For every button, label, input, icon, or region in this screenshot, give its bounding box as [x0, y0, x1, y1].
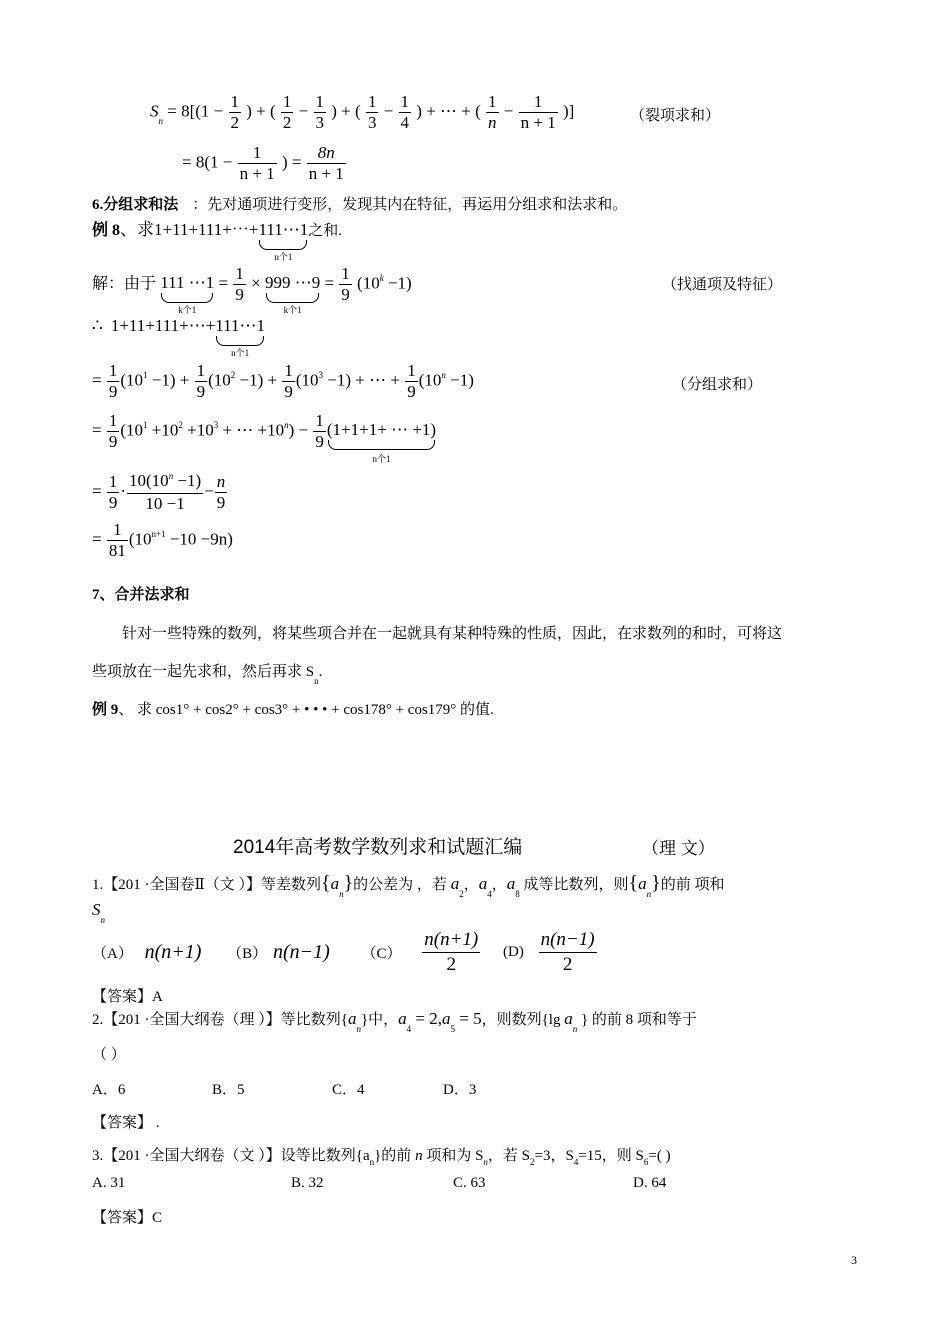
section-6-heading: 6.分组求和法: [92, 197, 179, 213]
q2-text: = 5: [455, 1009, 482, 1028]
numerator: 1: [282, 92, 292, 111]
denominator: 2: [422, 952, 480, 977]
q3-text: 项和为 S: [422, 1148, 484, 1164]
q3-text: =3，S: [534, 1148, 574, 1164]
question-1-stem: [92, 872, 725, 899]
exponent: n: [284, 420, 289, 431]
eq-text: ) −: [288, 420, 309, 440]
option-d: [539, 928, 597, 977]
method-note: （分组求和）: [672, 377, 763, 393]
variable: a: [330, 874, 340, 893]
fraction: [314, 92, 327, 133]
denominator: 2: [230, 113, 239, 132]
eq-text: (10: [357, 273, 380, 293]
eq-text: = 8(1 −: [182, 152, 233, 172]
braced-term: (1+1+1+ ⋯ +1): [326, 420, 437, 440]
section-6: [92, 193, 627, 214]
sn-equation-line1: [150, 92, 574, 133]
option-b: n(n−1): [272, 941, 330, 963]
example-8-text: 、求1+11+111+⋯+: [120, 220, 259, 239]
brace-label: k个1: [283, 305, 302, 316]
eq-text: −10 −9n): [165, 529, 233, 549]
subscript: n: [314, 676, 319, 686]
sn-symbol: S: [150, 101, 159, 121]
q2-paren: （ ）: [92, 1047, 126, 1063]
example-8: [92, 215, 342, 262]
denominator: n: [488, 113, 497, 132]
section-7-para-line2: [92, 660, 323, 686]
underbrace: [160, 273, 215, 316]
variable: a: [398, 1009, 407, 1028]
derivation-line-b: [92, 411, 437, 465]
para-text: .: [318, 664, 323, 680]
therefore-line: [92, 316, 266, 358]
denominator: n + 1: [308, 164, 344, 183]
fraction: [366, 92, 379, 133]
q1-text: 成等比数列，则: [519, 877, 629, 893]
numerator: 1: [235, 264, 244, 283]
braced-term: 999 ⋯9: [264, 273, 321, 293]
solution-line: [92, 264, 412, 316]
numerator: [127, 471, 203, 493]
option-c-label: （C）: [361, 946, 402, 962]
subscript: n: [100, 915, 105, 925]
method-note: （找通项及特征）: [662, 277, 783, 293]
example-8-label: 例 8: [92, 222, 121, 239]
fraction: [195, 361, 208, 402]
para-text: 些项放在一起先求和，然后再求 S: [92, 664, 315, 680]
variable: a: [506, 874, 516, 893]
section-title: 2014年高考数学数列求和试题汇编: [233, 837, 523, 858]
fraction: [107, 411, 120, 452]
q1-text: ，: [463, 877, 479, 893]
eq-text: −: [298, 101, 309, 121]
brace-line: [216, 336, 264, 346]
subscript: n: [356, 1024, 361, 1034]
denominator: 9: [235, 285, 244, 304]
brace-label: k个1: [178, 305, 197, 316]
q1-text: 的公差为 ，若: [353, 877, 451, 893]
fraction: [281, 92, 294, 133]
eq-text: (10: [295, 370, 319, 390]
set-brace: }: [651, 872, 661, 894]
numerator: 1: [341, 264, 350, 283]
eq-text: 10(10: [129, 471, 169, 490]
eq-text: −1) + ⋯ +: [323, 370, 400, 390]
q3-answer: 【答案】C: [92, 1210, 163, 1226]
fraction: [399, 92, 412, 133]
fraction: [339, 264, 352, 305]
q2-text: }中，: [360, 1012, 399, 1028]
variable: a: [450, 874, 460, 893]
q3-text: ，若 S: [487, 1148, 530, 1164]
brace-line: [259, 240, 307, 250]
exponent: 1: [143, 420, 148, 431]
subscript: 2: [459, 889, 464, 899]
fraction: [238, 143, 277, 184]
exponent: 2: [178, 420, 183, 431]
eq-text: ) + (: [331, 101, 361, 121]
braced-term: 111 ⋯1: [160, 273, 215, 293]
exponent: 3: [318, 370, 324, 381]
eq-text: )]: [562, 101, 575, 121]
eq-text: ) + (: [246, 101, 276, 121]
example-9-label: 例 9: [92, 702, 119, 718]
section-title-suffix: （理 文）: [642, 839, 715, 858]
subscript: 4: [573, 1157, 579, 1167]
eq-text: +10: [182, 420, 214, 440]
denominator: 9: [216, 493, 226, 512]
eq-text: −1) +: [235, 370, 278, 390]
subscript: 4: [406, 1024, 412, 1034]
eq-text: (10: [120, 420, 144, 440]
eq-text: =: [92, 481, 102, 501]
fraction: [307, 143, 346, 184]
numerator: n(n−1): [540, 929, 595, 950]
subscript: n: [646, 889, 652, 899]
option-a-label: （A）: [92, 946, 133, 962]
fraction: [233, 264, 246, 305]
section-6-text: ：先对通项进行变形，发现其内在特征，再运用分组求和法求和。: [192, 197, 628, 213]
exponent: 1: [143, 370, 148, 381]
q2-option-a: A．6: [92, 1082, 126, 1098]
fraction: [405, 361, 418, 402]
numerator: 1: [284, 361, 293, 380]
eq-text: =: [218, 273, 229, 293]
numerator: 1: [113, 520, 122, 539]
denominator: 9: [108, 382, 118, 401]
subscript: 2: [530, 1157, 535, 1167]
eq-text: −: [383, 101, 394, 121]
numerator: 1: [108, 472, 118, 491]
derivation-line-d: [92, 520, 233, 561]
set-brace: {: [628, 872, 639, 894]
q3-option-c: C. 63: [453, 1175, 486, 1191]
q3-text: =15，则 S: [578, 1148, 644, 1164]
eq-text: ·: [120, 481, 127, 501]
eq-text: =: [324, 273, 335, 293]
variable: a: [638, 874, 647, 893]
numerator: 8n: [317, 143, 335, 162]
method-note: （裂项求和）: [630, 108, 721, 124]
numerator: 1: [488, 92, 497, 111]
subscript: n: [572, 1024, 578, 1034]
q3-option-d: D. 64: [633, 1175, 667, 1191]
numerator: n(n+1): [424, 929, 479, 950]
eq-text: =: [92, 420, 102, 440]
fraction: [229, 92, 242, 133]
derivation-line-a: [92, 361, 474, 402]
fraction: [486, 92, 499, 133]
brace-label: n个1: [231, 348, 250, 358]
fraction: [519, 92, 558, 133]
braced-term: 111⋯1: [258, 220, 309, 239]
set-brace: }: [343, 872, 354, 894]
denominator: 10 −1: [127, 493, 203, 514]
numerator: 1: [196, 361, 206, 380]
exponent: k: [379, 273, 384, 284]
denominator: 3: [367, 113, 377, 132]
fraction: [107, 472, 120, 513]
fraction: [107, 361, 120, 402]
option-a: n(n+1): [144, 941, 202, 963]
brace-label: n个1: [274, 252, 293, 262]
variable: a: [442, 1009, 451, 1028]
numerator: 1: [315, 92, 325, 111]
denominator: 9: [108, 432, 118, 451]
eq-text: −: [204, 481, 214, 501]
variable: a: [564, 1009, 573, 1028]
q2-option-c: C．4: [332, 1082, 365, 1098]
eq-text: +10: [147, 420, 179, 440]
derivation-line-c: [92, 471, 228, 514]
numerator: 1: [315, 411, 324, 430]
eq-text: −: [503, 101, 514, 121]
underbrace: [258, 220, 309, 262]
eq-text: −1): [383, 273, 412, 293]
numerator: 1: [108, 411, 118, 430]
eq-text: ×: [251, 273, 261, 293]
q3-option-b: B. 32: [291, 1175, 324, 1191]
therefore-symbol: ∴: [92, 316, 103, 335]
numerator: 1: [407, 361, 416, 380]
denominator: 9: [315, 432, 324, 451]
solution-intro: 解：由于: [92, 275, 157, 293]
fraction: [127, 471, 203, 514]
eq-text: (10: [120, 370, 144, 390]
therefore-text: 1+11+111+⋯+: [110, 316, 216, 335]
denominator: 2: [282, 113, 292, 132]
subscript: 8: [515, 889, 520, 899]
eq-text: =: [92, 370, 102, 390]
numerator: 1: [533, 92, 543, 111]
eq-text: =: [92, 529, 102, 549]
eq-text: −1): [445, 370, 474, 390]
denominator: 9: [196, 382, 206, 401]
denominator: 9: [284, 382, 293, 401]
fraction: [107, 520, 128, 561]
exponent: n: [441, 370, 446, 381]
q2-answer: 【答案】 .: [92, 1115, 160, 1131]
denominator: 81: [108, 541, 126, 560]
q1-sn: [92, 900, 105, 925]
q2-option-d: D．3: [443, 1082, 477, 1098]
subscript: 5: [450, 1024, 455, 1034]
numerator: 1: [400, 92, 410, 111]
q1-options: [92, 928, 598, 977]
example-9: [92, 698, 494, 719]
braced-term: 111⋯1: [215, 316, 266, 335]
q3-text: }的前: [374, 1148, 416, 1164]
underbrace: [264, 273, 321, 316]
denominator: 2: [539, 952, 597, 977]
q2-text: = 2,: [411, 1009, 442, 1028]
exponent: 3: [213, 420, 219, 431]
q1-text: ，: [491, 877, 507, 893]
q2-text: 2.【201 ·全国大纲卷（理 ）】等比数列{: [92, 1012, 348, 1028]
denominator: 3: [315, 113, 325, 132]
section-7-para-line1: 针对一些特殊的数列，将某些项合并在一起就具有某种特殊的性质，因此，在求数列的和时，可将这: [122, 626, 783, 642]
subscript: 4: [487, 889, 492, 899]
q1-answer: 【答案】A: [92, 989, 163, 1005]
denominator: n + 1: [239, 164, 275, 183]
numerator: 1: [108, 361, 118, 380]
subscript: n: [339, 889, 344, 899]
fraction: [313, 411, 326, 452]
section-7-heading: 7、合并法求和: [92, 587, 190, 603]
denominator: 9: [407, 382, 416, 401]
q2-option-b: B．5: [212, 1082, 245, 1098]
brace-line: [266, 293, 319, 303]
q1-text: 的前 项和: [660, 877, 725, 893]
option-b-label: （B）: [227, 946, 268, 962]
variable: a: [478, 874, 488, 893]
numerator: 1: [252, 143, 262, 162]
q3-option-a: A. 31: [92, 1175, 126, 1191]
brace-line: [161, 293, 213, 303]
subscript: n: [483, 1157, 488, 1167]
eq-text: ) =: [281, 152, 302, 172]
numerator: 1: [230, 92, 239, 111]
exponent: 2: [230, 370, 236, 381]
variable: n: [415, 1148, 423, 1164]
q3-text: 3.【201 ·全国大纲卷（文 ）】设等比数列{a: [92, 1148, 370, 1164]
eq-text: −1) +: [147, 370, 190, 390]
numerator: n: [216, 472, 226, 491]
underbrace: [215, 316, 266, 358]
example-8-tail: 之和.: [308, 223, 342, 239]
q3-text: =( ): [648, 1148, 671, 1164]
fraction: [282, 361, 295, 402]
variable: a: [347, 1009, 357, 1028]
q1-text: 1.【201 ·全国卷Ⅱ（文 ）】等差数列: [92, 877, 321, 893]
q2-text: ，则数列{lg: [481, 1012, 565, 1028]
fraction: [215, 472, 228, 513]
sn-equation-line2: [182, 143, 347, 184]
question-2-stem: [92, 1008, 697, 1034]
numerator: 1: [367, 92, 377, 111]
exponent: n: [168, 471, 174, 481]
page-number: 3: [851, 1253, 857, 1267]
denominator: 9: [341, 285, 350, 304]
example-9-text: 、 求 cos1° + cos2° + cos3° + • • • + cos178° + cos179° 的值.: [118, 702, 494, 718]
subscript: n: [369, 1157, 375, 1167]
eq-text: −1): [173, 471, 202, 490]
eq-text: (10: [208, 370, 231, 390]
denominator: 4: [400, 113, 410, 132]
eq-text: (10: [418, 370, 442, 390]
sn-subscript: n: [158, 116, 163, 127]
option-d-label: (D): [503, 944, 524, 960]
eq-text: + ⋯ +10: [218, 420, 285, 440]
variable: S: [92, 900, 101, 919]
eq-text: (10: [128, 529, 152, 549]
exponent: n+1: [151, 529, 166, 540]
denominator: n + 1: [520, 113, 556, 132]
subscript: 6: [643, 1157, 649, 1167]
option-c: [422, 928, 480, 977]
question-3-stem: [92, 1144, 671, 1165]
brace-label: n个1: [372, 454, 391, 465]
eq-text: = 8[(1 −: [167, 101, 224, 121]
q2-text: } 的前 8 项和等于: [577, 1012, 697, 1028]
denominator: 9: [108, 493, 118, 512]
set-brace: {: [320, 872, 331, 894]
underbrace: [326, 420, 437, 465]
brace-line: [328, 440, 435, 450]
eq-text: ) + ⋯ + (: [416, 101, 481, 121]
